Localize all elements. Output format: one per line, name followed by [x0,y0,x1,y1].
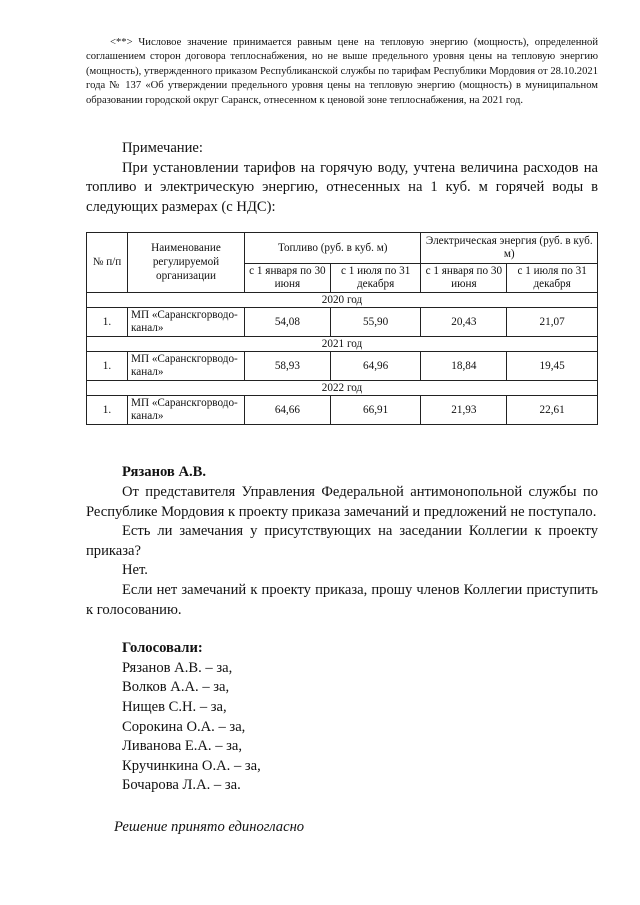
row-num: 1. [87,396,128,425]
table-row [87,308,598,337]
list-item: Кручинкина О.А. – за, [122,757,261,774]
paragraph: Есть ли замечания у присутствующих на заседании Коллегии к проекту приказа? [86,523,598,559]
year-row: 2020 год [87,293,598,308]
table-row [87,396,598,425]
speaker-name: Рязанов А.В. [122,464,207,481]
row-elec-h1: 21,93 [421,396,507,425]
decision-text: Решение принято единогласно [114,818,305,835]
row-org: МП «Саранскгорводо-канал» [128,396,245,425]
header-org: Наименование регулируемой организации [128,233,245,293]
row-elec-h2: 19,45 [507,352,598,381]
footnote-marker: <**> [110,37,133,48]
row-elec-h1: 20,43 [421,308,507,337]
table-row [87,352,598,381]
paragraph: Если нет замечаний к проекту приказа, прошу членов Коллегии приступить к голосованию. [86,581,598,618]
year-row: 2022 год [87,381,598,396]
row-fuel-h2: 64,96 [330,352,421,381]
list-item: Ливанова Е.А. – за, [122,738,243,755]
list-item: Сорокина О.А. – за, [122,718,246,735]
list-item: Нищев С.Н. – за, [122,698,227,715]
note-heading: Примечание: [122,140,203,157]
voted-heading: Голосовали: [122,640,203,657]
row-fuel-h2: 66,91 [330,396,421,425]
tariff-table [86,232,598,425]
row-org: МП «Саранскгорводо-канал» [128,352,245,381]
list-item: Рязанов А.В. – за, [122,659,233,676]
voters-list [86,659,598,796]
row-fuel-h1: 58,93 [245,352,331,381]
row-org: МП «Саранскгорводо-канал» [128,308,245,337]
header-electricity: Электрическая энергия (руб. в куб. м) [421,233,598,264]
row-fuel-h1: 54,08 [245,308,331,337]
document-page [86,36,598,838]
year-row: 2021 год [87,337,598,352]
row-fuel-h2: 55,90 [330,308,421,337]
header-fuel-jul: с 1 июля по 31 декабря [330,264,421,293]
row-num: 1. [87,352,128,381]
footnote-text: Числовое значение принимается равным цене на тепловую энергию (мощность), определенной соглашением сторон договора теплоснабжения, но не выше предельного уровня цены на тепловую энергию (мощность), утвержденного приказом Республиканской службы по тарифам Республики Мордовия от 28.10.2021 года № 137 «Об утверждении предельного уровня цены на тепловую энергию (мощность) в муниципальном образовании городской округ Саранск, отнесенном к ценовой зоне теплоснабжения, на 2021 год. [86,37,598,106]
note-text: При установлении тарифов на горячую воду, учтена величина расходов на топливо и электрическую энергию, отнесенных на 1 куб. м горячей воды в следующих размерах (с НДС): [86,159,598,215]
header-elec-jul: с 1 июля по 31 декабря [507,264,598,293]
paragraph: Нет. [122,562,148,579]
list-item: Бочарова Л.А. – за. [122,777,241,794]
header-num: № п/п [87,233,128,293]
list-item: Волков А.А. – за, [122,679,230,696]
header-elec-jan: с 1 января по 30 июня [421,264,507,293]
row-elec-h1: 18,84 [421,352,507,381]
footnote [86,36,598,108]
paragraph: От представителя Управления Федеральной антимонопольной службы по Республике Мордовия к проекту приказа замечаний и предложений не поступало. [86,484,598,520]
row-elec-h2: 22,61 [507,396,598,425]
header-fuel: Топливо (руб. в куб. м) [245,233,421,264]
header-fuel-jan: с 1 января по 30 июня [245,264,331,293]
row-elec-h2: 21,07 [507,308,598,337]
row-fuel-h1: 64,66 [245,396,331,425]
row-num: 1. [87,308,128,337]
